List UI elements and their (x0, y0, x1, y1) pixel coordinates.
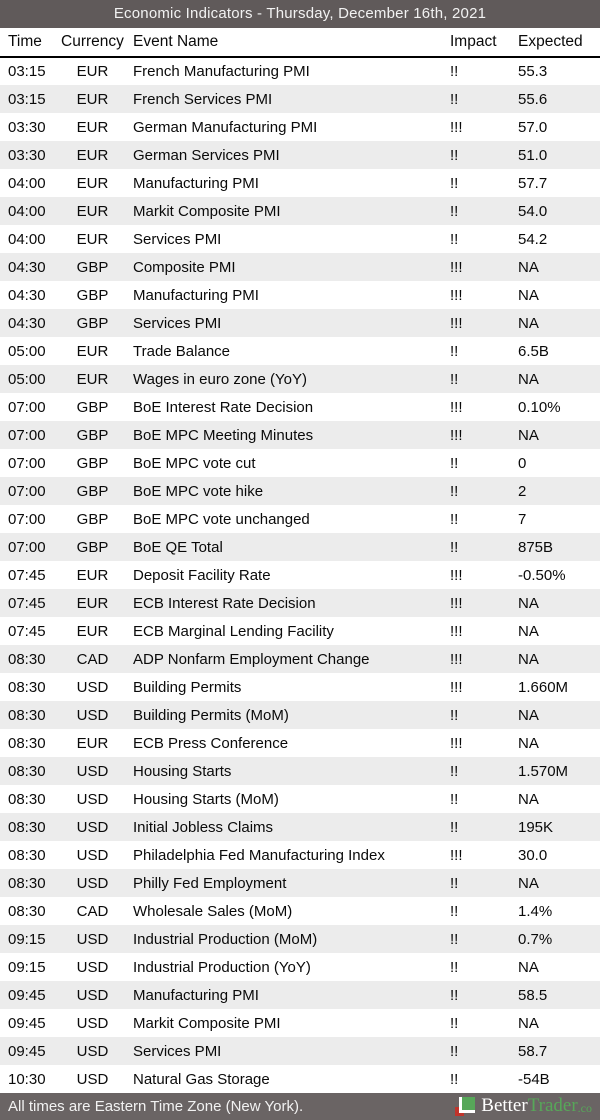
time-cell: 07:45 (8, 622, 46, 640)
impact-cell: !!! (450, 118, 463, 136)
time-cell: 08:30 (8, 818, 46, 836)
expected-cell: 0.10% (518, 398, 561, 416)
table-row (0, 141, 600, 169)
event-name-cell: Services PMI (133, 314, 222, 332)
footer-bar (0, 1093, 600, 1120)
expected-cell: 30.0 (518, 846, 548, 864)
table-row (0, 113, 600, 141)
event-name-cell: Building Permits (133, 678, 242, 696)
table-row (0, 897, 600, 925)
impact-cell: !! (450, 482, 459, 500)
table-row (0, 841, 600, 869)
time-cell: 07:00 (8, 454, 46, 472)
currency-cell: USD (76, 678, 109, 696)
table-row (0, 813, 600, 841)
table-row (0, 589, 600, 617)
currency-cell: USD (76, 818, 109, 836)
logo-text-better: Better (481, 1095, 528, 1116)
currency-cell: USD (76, 846, 109, 864)
impact-cell: !!! (450, 846, 463, 864)
impact-cell: !! (450, 146, 459, 164)
impact-cell: !!! (450, 650, 463, 668)
time-cell: 05:00 (8, 342, 46, 360)
impact-cell: !! (450, 986, 459, 1004)
candlestick-squares-icon (455, 1096, 476, 1117)
event-name-cell: Philadelphia Fed Manufacturing Index (133, 846, 385, 864)
currency-cell: USD (76, 930, 109, 948)
currency-cell: USD (76, 1070, 109, 1088)
time-cell: 07:00 (8, 482, 46, 500)
table-body (0, 57, 600, 1093)
event-name-cell: Housing Starts (133, 762, 232, 780)
timezone-note: All times are Eastern Time Zone (New York). (8, 1098, 304, 1115)
currency-cell: USD (76, 1042, 109, 1060)
column-header-impact: Impact (442, 28, 510, 57)
time-cell: 03:30 (8, 118, 46, 136)
table-row (0, 1065, 600, 1093)
time-cell: 09:45 (8, 1014, 46, 1032)
time-cell: 08:30 (8, 846, 46, 864)
time-cell: 07:00 (8, 510, 46, 528)
table-row (0, 337, 600, 365)
impact-cell: !! (450, 958, 459, 976)
event-name-cell: BoE Interest Rate Decision (133, 398, 314, 416)
page-title: Economic Indicators - Thursday, December 16th, 2021 (113, 5, 487, 22)
time-cell: 09:15 (8, 930, 46, 948)
time-cell: 04:30 (8, 258, 46, 276)
table-header-row (0, 28, 600, 57)
event-name-cell: Natural Gas Storage (133, 1070, 270, 1088)
currency-cell: EUR (76, 622, 109, 640)
currency-cell: EUR (76, 370, 109, 388)
table-row (0, 673, 600, 701)
event-name-cell: Manufacturing PMI (133, 174, 259, 192)
currency-cell: EUR (76, 342, 109, 360)
table-row (0, 645, 600, 673)
event-name-cell: Initial Jobless Claims (133, 818, 274, 836)
table-row (0, 449, 600, 477)
expected-cell: 2 (518, 482, 527, 500)
table-row (0, 393, 600, 421)
table-row (0, 981, 600, 1009)
currency-cell: USD (76, 874, 109, 892)
time-cell: 09:45 (8, 986, 46, 1004)
time-cell: 07:00 (8, 538, 46, 556)
currency-cell: GBP (76, 510, 109, 528)
event-name-cell: Manufacturing PMI (133, 286, 259, 304)
table-row (0, 785, 600, 813)
time-cell: 09:45 (8, 1042, 46, 1060)
currency-cell: GBP (76, 314, 109, 332)
impact-cell: !! (450, 762, 459, 780)
currency-cell: EUR (76, 63, 109, 80)
currency-cell: GBP (76, 426, 109, 444)
impact-cell: !!! (450, 426, 463, 444)
currency-cell: USD (76, 790, 109, 808)
currency-cell: USD (76, 958, 109, 976)
event-name-cell: Markit Composite PMI (133, 1014, 281, 1032)
event-name-cell: French Services PMI (133, 90, 273, 108)
expected-cell: 58.5 (518, 986, 548, 1004)
impact-cell: !! (450, 63, 459, 80)
expected-cell: 57.0 (518, 118, 548, 136)
table-row (0, 701, 600, 729)
title-bar (0, 0, 600, 28)
time-cell: 04:00 (8, 202, 46, 220)
event-name-cell: Services PMI (133, 230, 222, 248)
bettertrader-logo[interactable] (455, 1095, 592, 1118)
expected-cell: 875B (518, 538, 554, 556)
currency-cell: GBP (76, 286, 109, 304)
table-row (0, 505, 600, 533)
impact-cell: !! (450, 90, 459, 108)
time-cell: 07:45 (8, 594, 46, 612)
expected-cell: 51.0 (518, 146, 548, 164)
time-cell: 04:30 (8, 286, 46, 304)
impact-cell: !! (450, 538, 459, 556)
event-name-cell: BoE MPC vote cut (133, 454, 256, 472)
table-row (0, 421, 600, 449)
impact-cell: !!! (450, 286, 463, 304)
currency-cell: EUR (76, 566, 109, 584)
table-row (0, 281, 600, 309)
currency-cell: USD (76, 1014, 109, 1032)
currency-cell: EUR (76, 734, 109, 752)
expected-cell: NA (518, 958, 539, 976)
table-row (0, 561, 600, 589)
event-name-cell: ECB Press Conference (133, 734, 289, 752)
expected-cell: NA (518, 1014, 539, 1032)
time-cell: 08:30 (8, 650, 46, 668)
currency-cell: EUR (76, 146, 109, 164)
impact-cell: !! (450, 818, 459, 836)
event-name-cell: Trade Balance (133, 342, 231, 360)
impact-cell: !! (450, 706, 459, 724)
event-name-cell: Philly Fed Employment (133, 874, 287, 892)
event-name-cell: Industrial Production (MoM) (133, 930, 318, 948)
time-cell: 08:30 (8, 734, 46, 752)
time-cell: 05:00 (8, 370, 46, 388)
expected-cell: 54.2 (518, 230, 548, 248)
table-row (0, 757, 600, 785)
expected-cell: 54.0 (518, 202, 548, 220)
time-cell: 08:30 (8, 762, 46, 780)
expected-cell: NA (518, 314, 539, 332)
impact-cell: !! (450, 510, 459, 528)
event-name-cell: Housing Starts (MoM) (133, 790, 279, 808)
expected-cell: 55.6 (518, 90, 548, 108)
expected-cell: 58.7 (518, 1042, 548, 1060)
event-name-cell: Industrial Production (YoY) (133, 958, 311, 976)
currency-cell: CAD (76, 650, 109, 668)
event-name-cell: German Manufacturing PMI (133, 118, 318, 136)
time-cell: 03:30 (8, 146, 46, 164)
time-cell: 08:30 (8, 678, 46, 696)
impact-cell: !!! (450, 258, 463, 276)
impact-cell: !!! (450, 734, 463, 752)
event-name-cell: French Manufacturing PMI (133, 63, 310, 80)
expected-cell: NA (518, 650, 539, 668)
expected-cell: 1.660M (518, 678, 569, 696)
time-cell: 08:30 (8, 790, 46, 808)
table-header (0, 28, 600, 57)
time-cell: 04:30 (8, 314, 46, 332)
time-cell: 07:00 (8, 426, 46, 444)
currency-cell: GBP (76, 398, 109, 416)
impact-cell: !! (450, 174, 459, 192)
table-row (0, 869, 600, 897)
currency-cell: GBP (76, 258, 109, 276)
impact-cell: !!! (450, 594, 463, 612)
impact-cell: !! (450, 874, 459, 892)
expected-cell: 1.570M (518, 762, 569, 780)
impact-cell: !!! (450, 566, 463, 584)
currency-cell: USD (76, 986, 109, 1004)
currency-cell: EUR (76, 594, 109, 612)
expected-cell: 195K (518, 818, 554, 836)
expected-cell: -0.50% (518, 566, 566, 584)
event-name-cell: BoE QE Total (133, 538, 223, 556)
table-row (0, 225, 600, 253)
impact-cell: !! (450, 342, 459, 360)
expected-cell: 1.4% (518, 902, 553, 920)
expected-cell: NA (518, 706, 539, 724)
time-cell: 10:30 (8, 1070, 46, 1088)
impact-cell: !! (450, 370, 459, 388)
impact-cell: !! (450, 1070, 459, 1088)
impact-cell: !! (450, 454, 459, 472)
event-name-cell: Wholesale Sales (MoM) (133, 902, 293, 920)
time-cell: 07:00 (8, 398, 46, 416)
expected-cell: 55.3 (518, 63, 548, 80)
time-cell: 08:30 (8, 706, 46, 724)
currency-cell: EUR (76, 202, 109, 220)
impact-cell: !! (450, 230, 459, 248)
economic-indicators-table (0, 28, 600, 1093)
column-header-currency: Currency (60, 28, 125, 57)
currency-cell: USD (76, 706, 109, 724)
impact-cell: !! (450, 202, 459, 220)
table-row (0, 925, 600, 953)
expected-cell: NA (518, 258, 539, 276)
table-row (0, 1037, 600, 1065)
expected-cell: 0.7% (518, 930, 553, 948)
expected-cell: NA (518, 622, 539, 640)
expected-cell: NA (518, 790, 539, 808)
expected-cell: 57.7 (518, 174, 548, 192)
table-row (0, 57, 600, 85)
impact-cell: !!! (450, 314, 463, 332)
event-name-cell: Services PMI (133, 1042, 222, 1060)
currency-cell: EUR (76, 230, 109, 248)
impact-cell: !!! (450, 398, 463, 416)
time-cell: 08:30 (8, 902, 46, 920)
table-row (0, 85, 600, 113)
column-header-expected: Expected (510, 28, 600, 57)
table-row (0, 169, 600, 197)
event-name-cell: German Services PMI (133, 146, 280, 164)
currency-cell: CAD (76, 902, 109, 920)
impact-cell: !! (450, 1014, 459, 1032)
expected-cell: -54B (518, 1070, 550, 1088)
currency-cell: EUR (76, 174, 109, 192)
event-name-cell: BoE MPC vote hike (133, 482, 264, 500)
time-cell: 03:15 (8, 90, 46, 108)
event-name-cell: BoE MPC Meeting Minutes (133, 426, 314, 444)
table-row (0, 953, 600, 981)
currency-cell: GBP (76, 482, 109, 500)
time-cell: 08:30 (8, 874, 46, 892)
green-square (459, 1097, 475, 1113)
expected-cell: NA (518, 426, 539, 444)
expected-cell: NA (518, 594, 539, 612)
expected-cell: NA (518, 874, 539, 892)
table-row (0, 477, 600, 505)
table-row (0, 253, 600, 281)
impact-cell: !! (450, 790, 459, 808)
event-name-cell: Composite PMI (133, 258, 236, 276)
currency-cell: EUR (76, 118, 109, 136)
event-name-cell: BoE MPC vote unchanged (133, 510, 310, 528)
event-name-cell: Manufacturing PMI (133, 986, 259, 1004)
table-row (0, 617, 600, 645)
column-header-time: Time (0, 28, 60, 57)
currency-cell: USD (76, 762, 109, 780)
time-cell: 03:15 (8, 63, 46, 80)
time-cell: 09:15 (8, 958, 46, 976)
logo-text-tld: .co (577, 1101, 592, 1115)
logo-text-trader: Trader (527, 1095, 578, 1116)
impact-cell: !!! (450, 622, 463, 640)
event-name-cell: Building Permits (MoM) (133, 706, 289, 724)
currency-cell: GBP (76, 538, 109, 556)
table-row (0, 729, 600, 757)
impact-cell: !!! (450, 678, 463, 696)
event-name-cell: ECB Interest Rate Decision (133, 594, 316, 612)
expected-cell: NA (518, 370, 539, 388)
event-name-cell: Deposit Facility Rate (133, 566, 271, 584)
logo-text (481, 1095, 592, 1118)
table-row (0, 533, 600, 561)
time-cell: 04:00 (8, 174, 46, 192)
currency-cell: EUR (76, 90, 109, 108)
expected-cell: 0 (518, 454, 527, 472)
time-cell: 04:00 (8, 230, 46, 248)
column-header-event-name: Event Name (125, 28, 442, 57)
impact-cell: !! (450, 902, 459, 920)
table-row (0, 1009, 600, 1037)
event-name-cell: Markit Composite PMI (133, 202, 281, 220)
impact-cell: !! (450, 930, 459, 948)
event-name-cell: ECB Marginal Lending Facility (133, 622, 334, 640)
table-row (0, 197, 600, 225)
event-name-cell: ADP Nonfarm Employment Change (133, 650, 370, 668)
expected-cell: NA (518, 286, 539, 304)
event-name-cell: Wages in euro zone (YoY) (133, 370, 307, 388)
currency-cell: GBP (76, 454, 109, 472)
table-row (0, 365, 600, 393)
expected-cell: 6.5B (518, 342, 549, 360)
impact-cell: !! (450, 1042, 459, 1060)
time-cell: 07:45 (8, 566, 46, 584)
expected-cell: NA (518, 734, 539, 752)
table-row (0, 309, 600, 337)
expected-cell: 7 (518, 510, 527, 528)
